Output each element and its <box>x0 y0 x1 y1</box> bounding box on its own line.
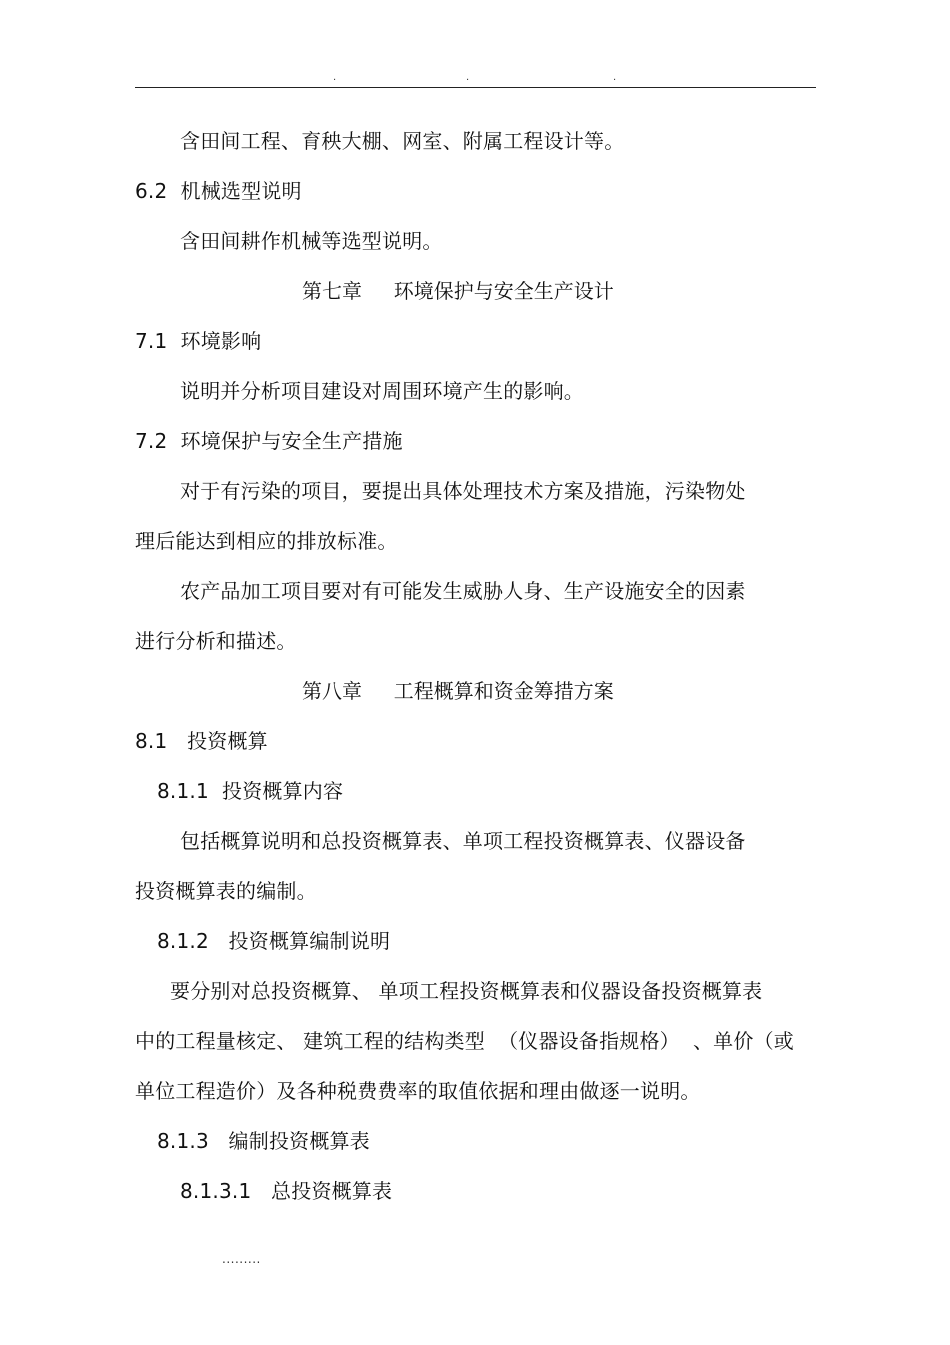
section-heading-8-1-3: 8.1.3 编制投资概算表 <box>157 1129 370 1153</box>
header-dot: . <box>613 72 617 83</box>
chapter-heading-8: 第八章 工程概算和资金筹措方案 <box>302 679 614 703</box>
chapter-heading-7: 第七章 环境保护与安全生产设计 <box>302 279 614 303</box>
paragraph-contents-line-1: 包括概算说明和总投资概算表、单项工程投资概算表、仪器设备 <box>180 829 746 853</box>
section-heading-8-1-2: 8.1.2 投资概算编制说明 <box>157 929 391 953</box>
header-dot: . <box>466 72 470 83</box>
page-footer-dots: ......... <box>222 1252 261 1266</box>
header-dot: . <box>333 72 337 83</box>
section-heading-8-1: 8.1 投资概算 <box>135 729 268 753</box>
paragraph-machinery: 含田间耕作机械等选型说明。 <box>180 229 443 253</box>
paragraph-safety-line-1: 农产品加工项目要对有可能发生威胁人身、生产设施安全的因素 <box>180 579 746 603</box>
section-heading-6-2: 6.2 机械选型说明 <box>135 179 302 203</box>
paragraph-pollution-line-1: 对于有污染的项目，要提出具体处理技术方案及措施，污染物处 <box>180 479 746 503</box>
section-heading-7-2: 7.2 环境保护与安全生产措施 <box>135 429 403 453</box>
header-rule <box>135 87 816 88</box>
paragraph-explanation-line-1: 要分别对总投资概算、 单项工程投资概算表和仪器设备投资概算表 <box>170 979 763 1003</box>
paragraph-contents-line-2: 投资概算表的编制。 <box>135 879 317 903</box>
paragraph-safety-line-2: 进行分析和描述。 <box>135 629 297 653</box>
paragraph-field-engineering: 含田间工程、育秧大棚、网室、附属工程设计等。 <box>180 129 625 153</box>
section-heading-8-1-3-1: 8.1.3.1 总投资概算表 <box>180 1179 393 1203</box>
paragraph-explanation-line-3: 单位工程造价）及各种税费费率的取值依据和理由做逐一说明。 <box>135 1079 701 1103</box>
paragraph-environment-impact: 说明并分析项目建设对周围环境产生的影响。 <box>180 379 584 403</box>
section-heading-7-1: 7.1 环境影响 <box>135 329 262 353</box>
section-heading-8-1-1: 8.1.1 投资概算内容 <box>157 779 344 803</box>
page-header-dots <box>135 72 816 84</box>
paragraph-explanation-line-2: 中的工程量核定、 建筑工程的结构类型 （仪器设备指规格） 、单价（或 <box>135 1029 794 1053</box>
paragraph-pollution-line-2: 理后能达到相应的排放标准。 <box>135 529 398 553</box>
